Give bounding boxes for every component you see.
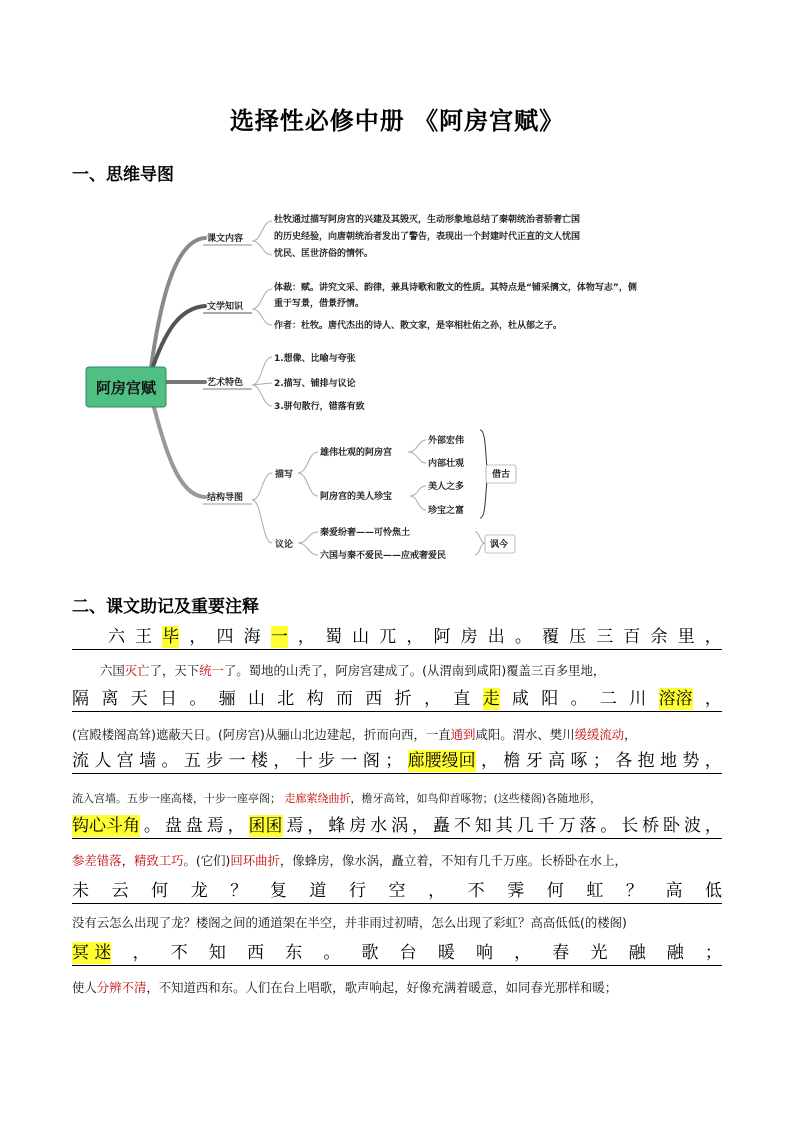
original-char: 知 (208, 943, 226, 963)
original-char: 势 (682, 751, 700, 771)
original-char: 。 (143, 816, 161, 836)
original-char: 卧 (663, 816, 681, 836)
jg-yl1: 秦爱纷奢——可怜焦土 (320, 528, 411, 538)
jg-zhenbao: 珍宝之富 (428, 506, 465, 516)
original-char: 台 (399, 943, 417, 963)
original-char: 檐 (503, 751, 521, 771)
original-char: 房 (460, 627, 478, 647)
original-char: 高 (548, 751, 566, 771)
branch-wxzs: 文学知识 (207, 302, 244, 312)
original-char: ； (704, 943, 722, 963)
original-char: 牙 (525, 751, 543, 771)
original-char: 兀 (379, 627, 397, 647)
original-char: ？ (625, 881, 643, 901)
original-char: 云 (111, 881, 129, 901)
page-title: 选择性必修中册 《阿房宫赋》 (229, 106, 565, 135)
original-char: ， (423, 689, 441, 709)
jg-yl2: 六国与秦不爱民——应戒奢爱民 (320, 551, 447, 561)
original-char: 龙 (190, 881, 208, 901)
kwnr-line-3: 忧民、匡世济俗的情怀。 (274, 249, 374, 259)
branch-kwnr: 课文内容 (207, 234, 244, 244)
highlighted-word: 一 (270, 627, 288, 647)
original-char: 春 (552, 943, 570, 963)
original-char: 。 (600, 816, 618, 836)
original-char: 覆 (542, 627, 559, 647)
key-annotation: 参差错落 (72, 853, 122, 868)
jg-miaoxie: 描写 (275, 470, 294, 480)
translation-line (100, 663, 760, 679)
original-char: 不 (170, 943, 188, 963)
original-char: 六 (108, 627, 125, 647)
original-char: 东 (285, 943, 303, 963)
original-char: 步 (206, 751, 224, 771)
original-char: 何 (546, 881, 564, 901)
original-char: 行 (348, 881, 366, 901)
highlighted-word: 冥 迷 (72, 943, 112, 963)
original-char: 阿 (433, 627, 451, 647)
original-char: 光 (590, 943, 608, 963)
original-char: 宫 (116, 751, 134, 771)
original-char: 蜀 (325, 627, 342, 647)
original-char: 响 (475, 943, 493, 963)
original-char: 空 (388, 881, 406, 901)
jg-meiren: 阿房宫的美人珍宝 (320, 492, 393, 502)
original-char: ， (481, 751, 498, 771)
key-annotation: 缓缓流动 (574, 727, 625, 742)
original-char: ？ (230, 881, 248, 901)
translation-line (72, 915, 732, 931)
translation-text: 六国 (100, 663, 125, 678)
original-char: 离 (101, 689, 119, 709)
original-char: 西 (365, 689, 383, 709)
original-char: 日 (159, 689, 177, 709)
key-annotation: 精致工巧 (133, 853, 184, 868)
highlighted-word: 廊腰缦回 (407, 751, 476, 771)
original-line (72, 750, 722, 774)
original-char: 不 (453, 816, 471, 836)
translation-text: ，不知道西和东。人们在台上唱歌，歌声响起，好像充满着暖意，如同春光那样和暖； (146, 980, 618, 995)
original-char: 骊 (218, 689, 236, 709)
highlighted-word: 走 (482, 689, 500, 709)
jg-xiongwei: 雄伟壮观的阿房宫 (320, 448, 393, 458)
original-char: 天 (130, 689, 148, 709)
jg-meirenzhiduo: 美人之多 (428, 482, 465, 492)
original-char: 步 (318, 751, 336, 771)
original-char: 。 (189, 689, 207, 709)
original-char: 蜂 (328, 816, 346, 836)
original-char: 其 (495, 816, 513, 836)
original-char: 阁 (362, 751, 380, 771)
jg-jiegu: 借古 (492, 470, 511, 480)
original-char: ， (411, 816, 429, 836)
wxzs-line-2: 重于写景，借景抒情。 (274, 299, 365, 309)
original-char: ， (227, 816, 245, 836)
highlighted-word: 毕 (162, 627, 180, 647)
original-char: 而 (335, 689, 353, 709)
original-char: 直 (453, 689, 471, 709)
original-char: 海 (243, 627, 261, 647)
original-char: ， (704, 751, 722, 771)
original-line (72, 626, 722, 650)
jg-yilun: 议论 (275, 540, 294, 550)
highlighted-word: 溶溶 (658, 689, 693, 709)
original-char: 不 (467, 881, 485, 901)
branch-jgdt: 结构导图 (207, 493, 244, 503)
section-heading-mindmap: 一、思维导图 (72, 165, 174, 185)
kwnr-line-2: 的历史经验，向唐朝统治者发出了警告，表现出一个封建时代正直的文人忧国 (274, 232, 581, 242)
original-char: 落 (579, 816, 597, 836)
translation-text: ，檐牙高耸，如鸟仰首啄物；(这些楼阁)各随地形， (350, 792, 602, 805)
translation-text: ， (624, 727, 637, 742)
translation-text: 流入宫墙。五步一座高楼，十步一座亭阁； (72, 792, 285, 805)
original-char: 水 (370, 816, 388, 836)
original-char: 余 (650, 627, 668, 647)
translation-text: 了。蜀地的山秃了，阿房宫建成了。(从渭南到咸阳)覆盖三百多里地， (223, 663, 606, 678)
original-char: 融 (666, 943, 684, 963)
original-char: 歌 (361, 943, 379, 963)
original-char: ； (385, 751, 403, 771)
original-char: 何 (151, 881, 169, 901)
original-char: 。 (514, 627, 532, 647)
original-char: 桥 (642, 816, 660, 836)
original-char: 川 (629, 689, 647, 709)
original-char: 矗 (432, 816, 450, 836)
original-char: 低 (705, 881, 722, 901)
jg-neibu: 内部壮观 (428, 459, 465, 469)
key-annotation: 回环曲折 (230, 853, 280, 868)
original-char: 咸 (511, 689, 529, 709)
translation-text: 咸阳。渭水、樊川 (475, 727, 575, 742)
original-line (72, 942, 722, 966)
original-char: 。 (161, 751, 179, 771)
key-annotation: 通到 (450, 727, 476, 742)
original-char: ， (406, 627, 424, 647)
translation-line (72, 980, 732, 996)
highlighted-word: 钩心斗角 (72, 816, 140, 836)
original-char: 复 (269, 881, 287, 901)
original-char: 四 (216, 627, 234, 647)
original-char: 未 (72, 881, 89, 901)
original-char: 压 (569, 627, 587, 647)
original-char: 王 (135, 627, 153, 647)
translation-line (72, 791, 732, 807)
mindmap-root-label: 阿房宫赋 (95, 379, 157, 397)
original-char: 一 (340, 751, 358, 771)
original-char: 焉 (286, 816, 304, 836)
original-char: 虹 (586, 881, 604, 901)
original-char: 。 (570, 689, 588, 709)
original-char: 融 (628, 943, 646, 963)
ystd-item-3: 3.骈句散行，错落有致 (274, 402, 365, 412)
original-char: 涡 (391, 816, 409, 836)
original-char: 山 (247, 689, 265, 709)
translation-text: (宫殿楼阁高耸)遮蔽天日。(阿房宫)从骊山北边建起，折而向西，一直 (72, 727, 451, 742)
original-char: 暖 (437, 943, 455, 963)
original-char: ， (307, 816, 325, 836)
translation-line (72, 853, 732, 869)
original-line (72, 815, 722, 839)
wxzs-line-1: 体裁：赋。讲究文采、韵律，兼具诗歌和散文的性质。其特点是“铺采摛文，体物写志”，侧 (274, 283, 637, 293)
original-char: 墙 (139, 751, 157, 771)
original-char: ， (704, 816, 722, 836)
key-annotation: 走廊萦绕曲折 (284, 792, 351, 805)
translation-line (72, 727, 732, 743)
original-char: 楼 (251, 751, 268, 771)
translation-text: 了，天下 (149, 663, 200, 678)
original-char: 西 (247, 943, 265, 963)
original-char: 折 (394, 689, 412, 709)
original-char: 三 (596, 627, 614, 647)
key-annotation: 灭亡 (124, 663, 150, 678)
original-line (72, 880, 722, 904)
original-char: 北 (277, 689, 295, 709)
original-char: 里 (677, 627, 695, 647)
original-line (72, 688, 722, 712)
translation-text: 使人 (72, 980, 97, 995)
original-char: 出 (487, 627, 505, 647)
translation-text: ，像蜂房，像水涡，矗立着，不知有几千万座。长桥卧在水上， (279, 853, 627, 868)
original-char: 盘 (185, 816, 203, 836)
original-char: 各 (615, 751, 633, 771)
original-char: 山 (352, 627, 370, 647)
wxzs-line-3: 作者：杜牧。唐代杰出的诗人、散文家，是宰相杜佑之孙，杜从郁之子。 (274, 321, 563, 331)
branch-ystd: 艺术特色 (207, 378, 244, 388)
original-char: 长 (621, 816, 639, 836)
original-char: ； (592, 751, 610, 771)
original-char: 波 (683, 816, 701, 836)
ystd-item-2: 2.描写、铺排与议论 (274, 379, 356, 389)
translation-text: 没有云怎么出现了龙？楼阁之间的通道架在半空，并非雨过初晴，怎么出现了彩虹？高高低低(的楼阁) (72, 915, 627, 930)
original-char: 焉 (206, 816, 224, 836)
original-char: 五 (183, 751, 201, 771)
original-char: ， (704, 627, 722, 647)
original-char: 阳 (541, 689, 559, 709)
original-char: 二 (599, 689, 617, 709)
original-char: 千 (537, 816, 555, 836)
connector-jgdt (150, 392, 205, 497)
original-char: ， (428, 881, 446, 901)
translation-text: 。(它们) (183, 853, 231, 868)
original-char: 构 (306, 689, 324, 709)
section-heading-notes: 二、课文助记及重要注释 (72, 597, 259, 617)
highlighted-word: 囷囷 (248, 816, 283, 836)
original-char: 房 (349, 816, 367, 836)
original-char: ， (704, 689, 722, 709)
original-char: 百 (623, 627, 641, 647)
original-char: 啄 (570, 751, 588, 771)
original-char: 霁 (507, 881, 525, 901)
translation-text: ， (121, 853, 134, 868)
original-char: 一 (228, 751, 246, 771)
original-char: 隔 (72, 689, 89, 709)
kwnr-line-1: 杜牧通过描写阿房宫的兴建及其毁灭，生动形象地总结了秦朝统治者骄奢亡国 (274, 215, 581, 225)
original-char: 十 (295, 751, 313, 771)
original-char: 人 (94, 751, 112, 771)
ystd-item-1: 1.想像、比喻与夸张 (274, 354, 356, 364)
original-char: ， (514, 943, 532, 963)
original-char: 万 (558, 816, 576, 836)
key-annotation: 统一 (199, 663, 224, 678)
jg-waibu: 外部宏伟 (428, 436, 465, 446)
original-char: 地 (660, 751, 677, 771)
original-char: 。 (323, 943, 341, 963)
original-char: 知 (474, 816, 492, 836)
original-char: ， (297, 627, 315, 647)
original-char: ， (132, 943, 150, 963)
original-char: 流 (72, 751, 89, 771)
original-char: ， (273, 751, 291, 771)
key-annotation: 分辨不清 (96, 980, 147, 995)
original-char: 盘 (164, 816, 182, 836)
jg-fengjin: 讽今 (490, 540, 509, 550)
original-char: 高 (665, 881, 683, 901)
original-char: ， (189, 627, 207, 647)
original-char: 几 (516, 816, 534, 836)
original-char: 抱 (637, 751, 655, 771)
original-char: 道 (309, 881, 327, 901)
